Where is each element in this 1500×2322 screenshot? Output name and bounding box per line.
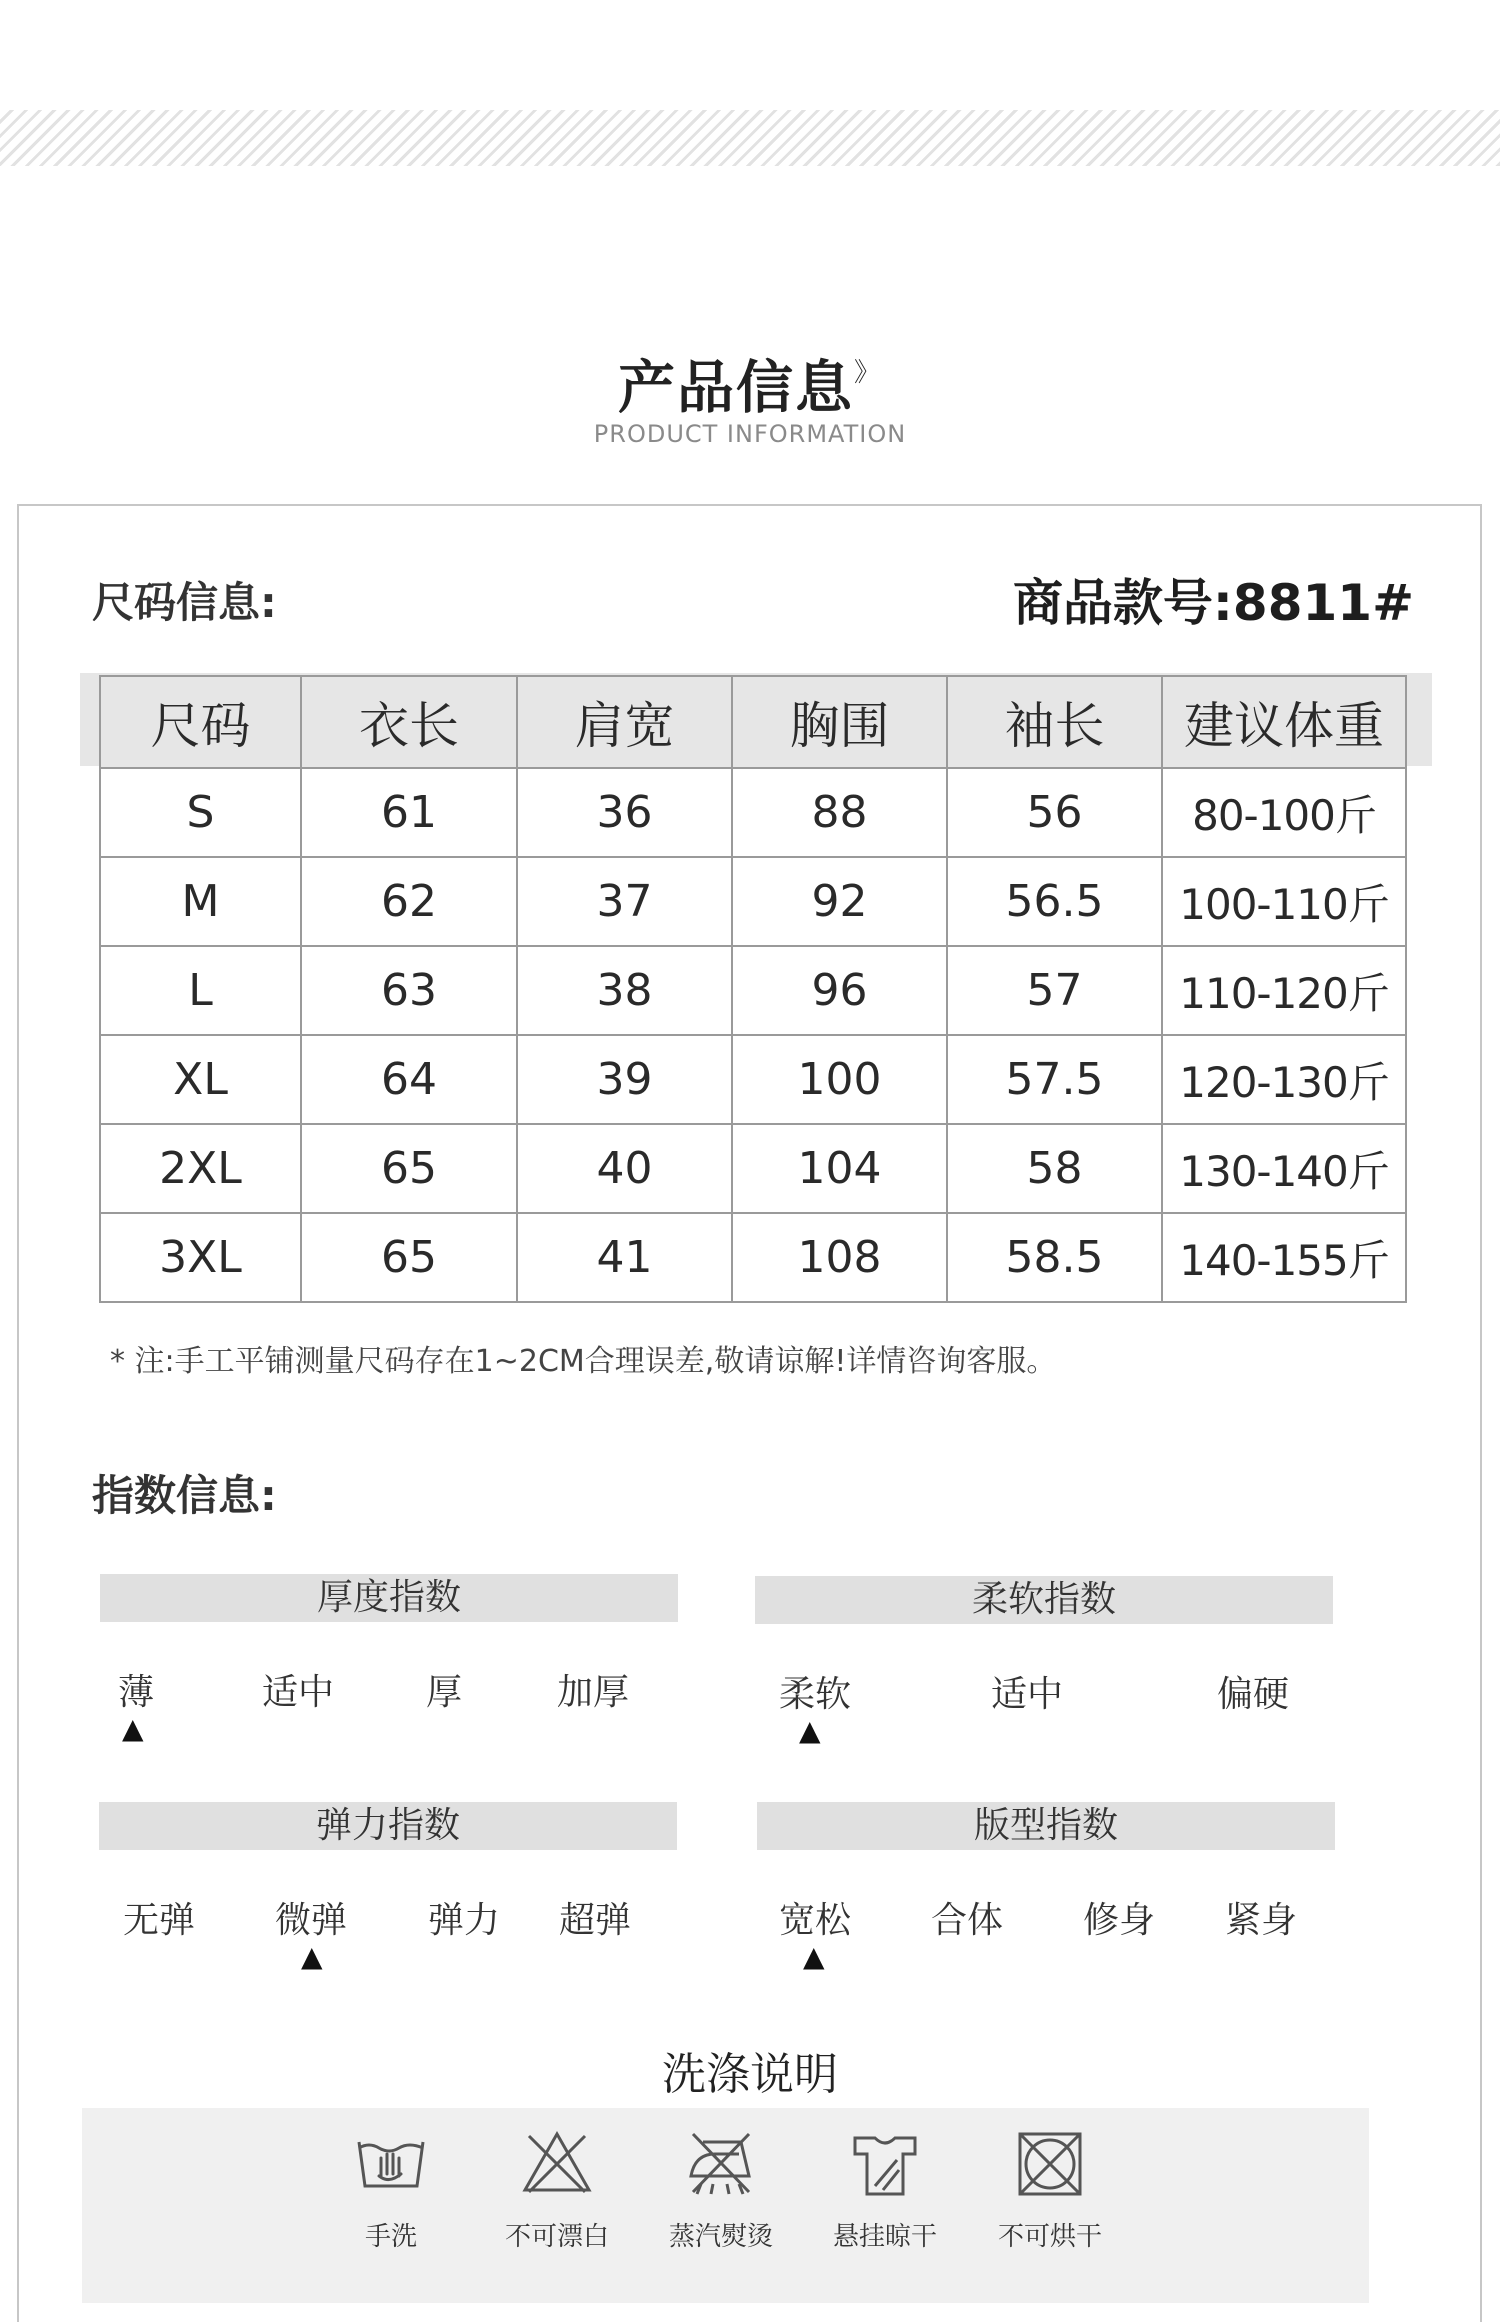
index-options — [757, 1850, 1335, 1990]
index-option: 适中 — [262, 1672, 335, 1713]
wash-item-label: 不可漂白 — [504, 2222, 609, 2252]
index-option: 无弹 — [123, 1900, 196, 1941]
decorative-hatch-band — [0, 110, 1500, 166]
table-cell: 37 — [517, 857, 732, 946]
selected-marker-icon: ▲ — [301, 1940, 323, 1973]
fit-index — [757, 1802, 1335, 1990]
selected-marker-icon: ▲ — [803, 1940, 825, 1973]
index-option: 加厚 — [557, 1672, 630, 1713]
table-row — [100, 857, 1406, 946]
table-cell: 56.5 — [947, 857, 1162, 946]
index-option: 弹力 — [428, 1900, 501, 1941]
index-option: 修身 — [1083, 1900, 1156, 1941]
index-title-bar: 弹力指数 — [99, 1802, 677, 1850]
no-tumble-dry-icon — [1010, 2124, 1090, 2204]
page-title — [0, 342, 1500, 424]
softness-index — [755, 1576, 1333, 1764]
index-options — [755, 1624, 1333, 1764]
table-cell: 108 — [732, 1213, 947, 1302]
thickness-index — [100, 1574, 678, 1762]
table-row — [100, 1035, 1406, 1124]
index-title-bar: 版型指数 — [757, 1802, 1335, 1850]
wash-item-no-tumble-dry — [975, 2124, 1125, 2253]
table-cell: 39 — [517, 1035, 732, 1124]
index-option: 宽松 — [779, 1900, 852, 1941]
table-cell: 92 — [732, 857, 947, 946]
page-subtitle: PRODUCT INFORMATION — [593, 420, 907, 448]
wash-item-label: 蒸汽熨烫 — [668, 2222, 773, 2252]
table-cell: 40 — [517, 1124, 732, 1213]
table-cell: 80-100斤 — [1162, 768, 1406, 857]
elasticity-index — [99, 1802, 677, 1990]
index-option: 厚 — [426, 1672, 463, 1713]
table-cell: XL — [100, 1035, 301, 1124]
selected-marker-icon: ▲ — [799, 1714, 821, 1747]
table-row — [100, 1124, 1406, 1213]
table-cell: 57.5 — [947, 1035, 1162, 1124]
wash-item-label: 悬挂晾干 — [832, 2222, 937, 2252]
size-table — [99, 675, 1407, 1303]
table-cell: 2XL — [100, 1124, 301, 1213]
column-header: 建议体重 — [1162, 676, 1406, 768]
wash-item-label: 不可烘干 — [997, 2222, 1102, 2252]
table-cell: M — [100, 857, 301, 946]
steam-iron-icon — [681, 2124, 761, 2204]
column-header: 肩宽 — [517, 676, 732, 768]
table-cell: 110-120斤 — [1162, 946, 1406, 1035]
table-cell: L — [100, 946, 301, 1035]
wash-item-label: 手洗 — [364, 2222, 417, 2252]
table-cell: 64 — [301, 1035, 517, 1124]
index-option: 紧身 — [1225, 1900, 1298, 1941]
table-cell: 140-155斤 — [1162, 1213, 1406, 1302]
index-option: 微弹 — [275, 1900, 348, 1941]
table-cell: 58.5 — [947, 1213, 1162, 1302]
wash-item-no-bleach — [482, 2124, 632, 2253]
column-header: 袖长 — [947, 676, 1162, 768]
table-row — [100, 1213, 1406, 1302]
table-row — [100, 946, 1406, 1035]
table-cell: S — [100, 768, 301, 857]
title-mark: 》 — [853, 358, 882, 388]
index-option: 超弹 — [559, 1900, 632, 1941]
table-cell: 120-130斤 — [1162, 1035, 1406, 1124]
page-title-text: 产品信息 — [617, 355, 854, 421]
size-section-label: 尺码信息: — [92, 578, 277, 627]
table-cell: 100 — [732, 1035, 947, 1124]
wash-item-steam-iron — [646, 2124, 796, 2253]
hand-wash-icon — [351, 2124, 431, 2204]
index-option: 偏硬 — [1217, 1674, 1290, 1715]
table-cell: 96 — [732, 946, 947, 1035]
table-cell: 104 — [732, 1124, 947, 1213]
index-section-label: 指数信息: — [92, 1471, 277, 1520]
no-bleach-icon — [517, 2124, 597, 2204]
index-title-bar: 柔软指数 — [755, 1576, 1333, 1624]
table-cell: 62 — [301, 857, 517, 946]
table-cell: 63 — [301, 946, 517, 1035]
table-cell: 36 — [517, 768, 732, 857]
table-cell: 65 — [301, 1124, 517, 1213]
column-header: 衣长 — [301, 676, 517, 768]
measurement-note: * 注:手工平铺测量尺码存在1~2CM合理误差,敬请谅解!详情咨询客服。 — [110, 1344, 1057, 1379]
table-cell: 41 — [517, 1213, 732, 1302]
index-options — [99, 1850, 677, 1990]
table-cell: 88 — [732, 768, 947, 857]
table-cell: 130-140斤 — [1162, 1124, 1406, 1213]
table-cell: 100-110斤 — [1162, 857, 1406, 946]
table-row — [100, 768, 1406, 857]
column-header: 尺码 — [100, 676, 301, 768]
index-option: 柔软 — [779, 1674, 852, 1715]
column-header: 胸围 — [732, 676, 947, 768]
table-cell: 56 — [947, 768, 1162, 857]
selected-marker-icon: ▲ — [122, 1712, 144, 1745]
index-option: 适中 — [991, 1674, 1064, 1715]
index-title-bar: 厚度指数 — [100, 1574, 678, 1622]
table-cell: 38 — [517, 946, 732, 1035]
wash-item-hang-dry — [810, 2124, 960, 2253]
table-cell: 3XL — [100, 1213, 301, 1302]
wash-item-hand-wash — [316, 2124, 466, 2253]
index-option: 合体 — [931, 1900, 1004, 1941]
table-cell: 65 — [301, 1213, 517, 1302]
table-cell: 58 — [947, 1124, 1162, 1213]
index-options — [100, 1622, 678, 1762]
table-header-row — [100, 676, 1406, 768]
wash-section-title: 洗涤说明 — [662, 2049, 838, 2100]
style-number: 商品款号:8811# — [1012, 574, 1414, 632]
table-cell: 61 — [301, 768, 517, 857]
index-option: 薄 — [118, 1672, 155, 1713]
table-cell: 57 — [947, 946, 1162, 1035]
hang-dry-icon — [845, 2124, 925, 2204]
